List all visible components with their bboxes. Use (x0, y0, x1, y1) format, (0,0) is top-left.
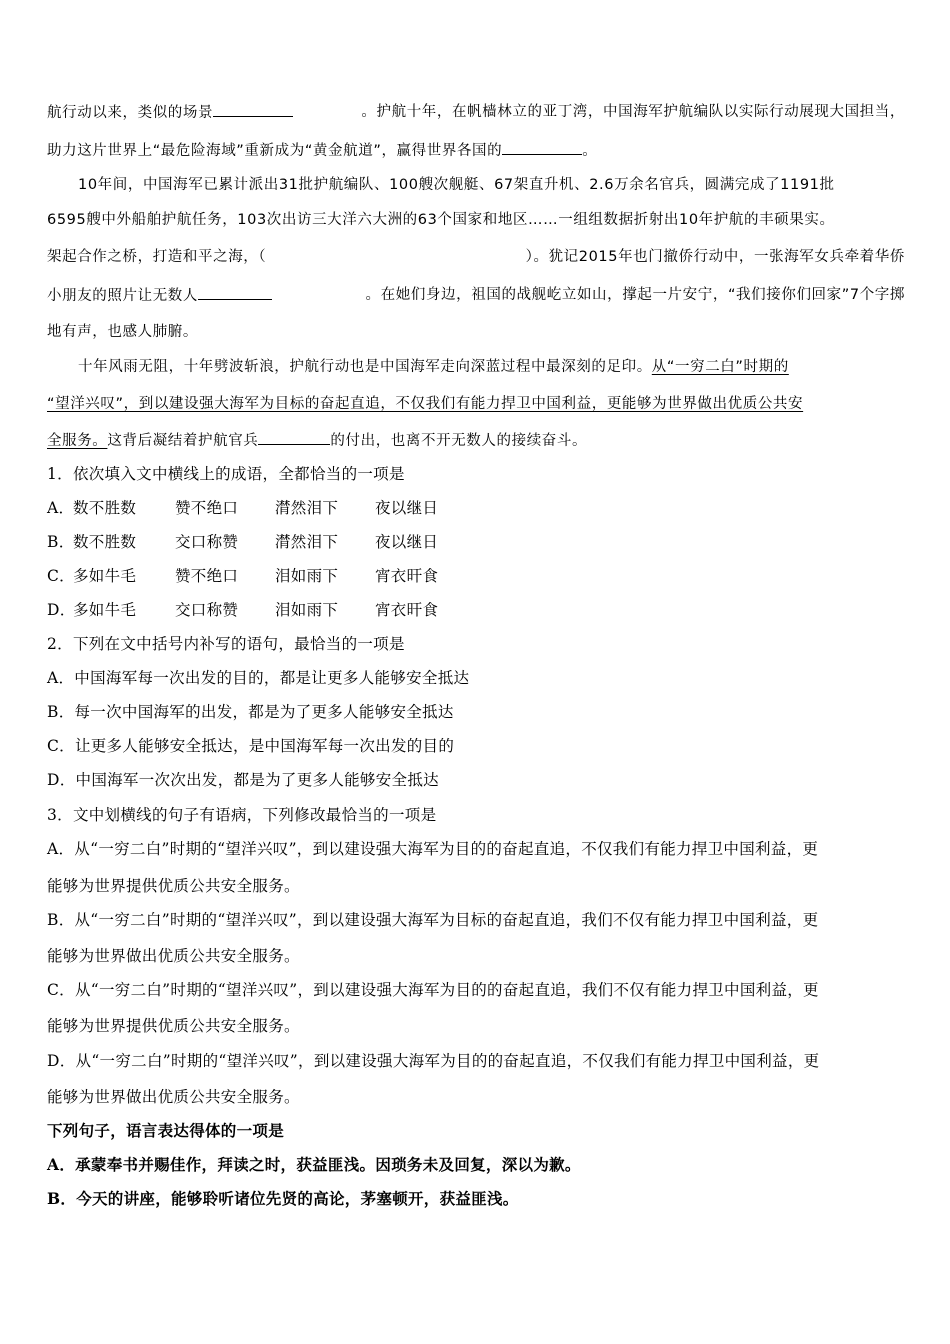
q3-option-d-cont[interactable]: 能够为世界做出优质公共安全服务。 (47, 1088, 300, 1106)
q1-option-a[interactable]: A．数不胜数 赞不绝口 潸然泪下 夜以继日 (47, 499, 439, 517)
q3-option-d[interactable]: D．从“一穷二白”时期的“望洋兴叹”，到以建设强大海军为目的的奋起直追，不仅我们有能力捍卫中国利益，更 (47, 1052, 820, 1070)
underlined-sentence: “望洋兴叹”，到以建设强大海军为目标的奋起直追，不仅我们有能力捍卫中国利益，更能够为世界做出优质公共安 (47, 396, 804, 412)
underlined-sentence: 全服务。 (47, 433, 108, 449)
fill-blank (213, 102, 293, 117)
passage-line (47, 394, 905, 414)
fill-blank (258, 430, 330, 445)
q2-option-b[interactable]: B．每一次中国海军的出发，都是为了更多人能够安全抵达 (47, 703, 454, 721)
passage-text: 的付出，也离不开无数人的接续奋斗。 (330, 433, 588, 449)
passage-line (47, 322, 905, 342)
passage-line (47, 285, 905, 305)
passage-text: 10年间，中国海军已累计派出31批护航编队、100艘次舰艇、67架直升机、2.6万余名官兵，圆满完成了1191批 (78, 177, 835, 193)
passage-text: 这背后凝结着护航官兵 (107, 433, 259, 449)
passage-text: 架起合作之桥，打造和平之海，（ (47, 249, 267, 265)
passage-line (47, 247, 905, 267)
q3-option-c-cont[interactable]: 能够为世界提供优质公共安全服务。 (47, 1017, 300, 1035)
passage-text: 小朋友的照片让无数人 (47, 288, 198, 304)
passage-line (47, 102, 905, 122)
q2-option-c[interactable]: C．让更多人能够安全抵达，是中国海军每一次出发的目的 (47, 737, 455, 755)
passage-line (47, 430, 905, 450)
question-4-stem: 下列句子，语言表达得体的一项是 (47, 1121, 285, 1140)
fill-blank (198, 285, 272, 300)
passage-text: ）。犹记2015年也门撤侨行动中，一张海军女兵牵着华侨 (525, 249, 905, 265)
passage-line (78, 175, 905, 195)
passage-text: 助力这片世界上“最危险海域”重新成为“黄金航道”，赢得世界各国的 (47, 143, 503, 159)
q2-option-d[interactable]: D．中国海军一次次出发，都是为了更多人能够安全抵达 (47, 771, 439, 789)
q3-option-a[interactable]: A．从“一穷二白”时期的“望洋兴叹”，到以建设强大海军为目的的奋起直追，不仅我们有能力捍卫中国利益，更 (47, 840, 819, 858)
q1-option-b[interactable]: B．数不胜数 交口称赞 潸然泪下 夜以继日 (47, 533, 439, 551)
q2-option-a[interactable]: A．中国海军每一次出发的目的，都是让更多人能够安全抵达 (47, 669, 470, 687)
underlined-sentence: 从“一穷二白”时期的 (651, 359, 789, 375)
passage-text: 6595艘中外船舶护航任务，103次出访三大洋六大洲的63个国家和地区……一组组数据折射出10年护航的丰硕果实。 (47, 212, 835, 228)
q4-option-a[interactable]: A．承蒙奉书并赐佳作，拜读之时，获益匪浅。因琐务未及回复，深以为歉。 (47, 1155, 581, 1174)
question-2-stem: 2．下列在文中括号内补写的语句，最恰当的一项是 (47, 635, 405, 653)
passage-text: 。护航十年，在帆樯林立的亚丁湾，中国海军护航编队以实际行动展现大国担当， (361, 104, 905, 120)
passage-text: 十年风雨无阻，十年劈波斩浪，护航行动也是中国海军走向深蓝过程中最深刻的足印。 (78, 359, 652, 375)
q1-option-d[interactable]: D．多如牛毛 交口称赞 泪如雨下 宵衣旰食 (47, 601, 439, 619)
q3-option-b[interactable]: B．从“一穷二白”时期的“望洋兴叹”，到以建设强大海军为目标的奋起直追，我们不仅有能力捍卫中国利益，更 (47, 911, 819, 929)
passage-text: 航行动以来，类似的场景 (47, 105, 214, 121)
passage-text: 。在她们身边，祖国的战舰屹立如山，撑起一片安宁，“我们接你们回家”7个字掷 (365, 287, 905, 303)
question-1-stem: 1．依次填入文中横线上的成语，全都恰当的一项是 (47, 465, 405, 483)
fill-blank (502, 140, 582, 155)
bracket-gap (311, 247, 481, 267)
passage-line (47, 210, 905, 230)
passage-line (47, 140, 905, 160)
q3-option-c[interactable]: C．从“一穷二白”时期的“望洋兴叹”，到以建设强大海军为目的的奋起直追，我们不仅有能力捍卫中国利益，更 (47, 981, 819, 999)
q3-option-a-cont[interactable]: 能够为世界提供优质公共安全服务。 (47, 877, 300, 895)
question-3-stem: 3．文中划横线的句子有语病，下列修改最恰当的一项是 (47, 806, 437, 824)
passage-line (78, 357, 905, 377)
passage-text: 地有声，也感人肺腑。 (47, 324, 198, 340)
q4-option-b[interactable]: B．今天的讲座，能够聆听诸位先贤的高论，茅塞顿开，获益匪浅。 (47, 1189, 519, 1208)
q3-option-b-cont[interactable]: 能够为世界做出优质公共安全服务。 (47, 947, 300, 965)
q1-option-c[interactable]: C．多如牛毛 赞不绝口 泪如雨下 宵衣旰食 (47, 567, 439, 585)
passage-text: 。 (582, 143, 598, 159)
